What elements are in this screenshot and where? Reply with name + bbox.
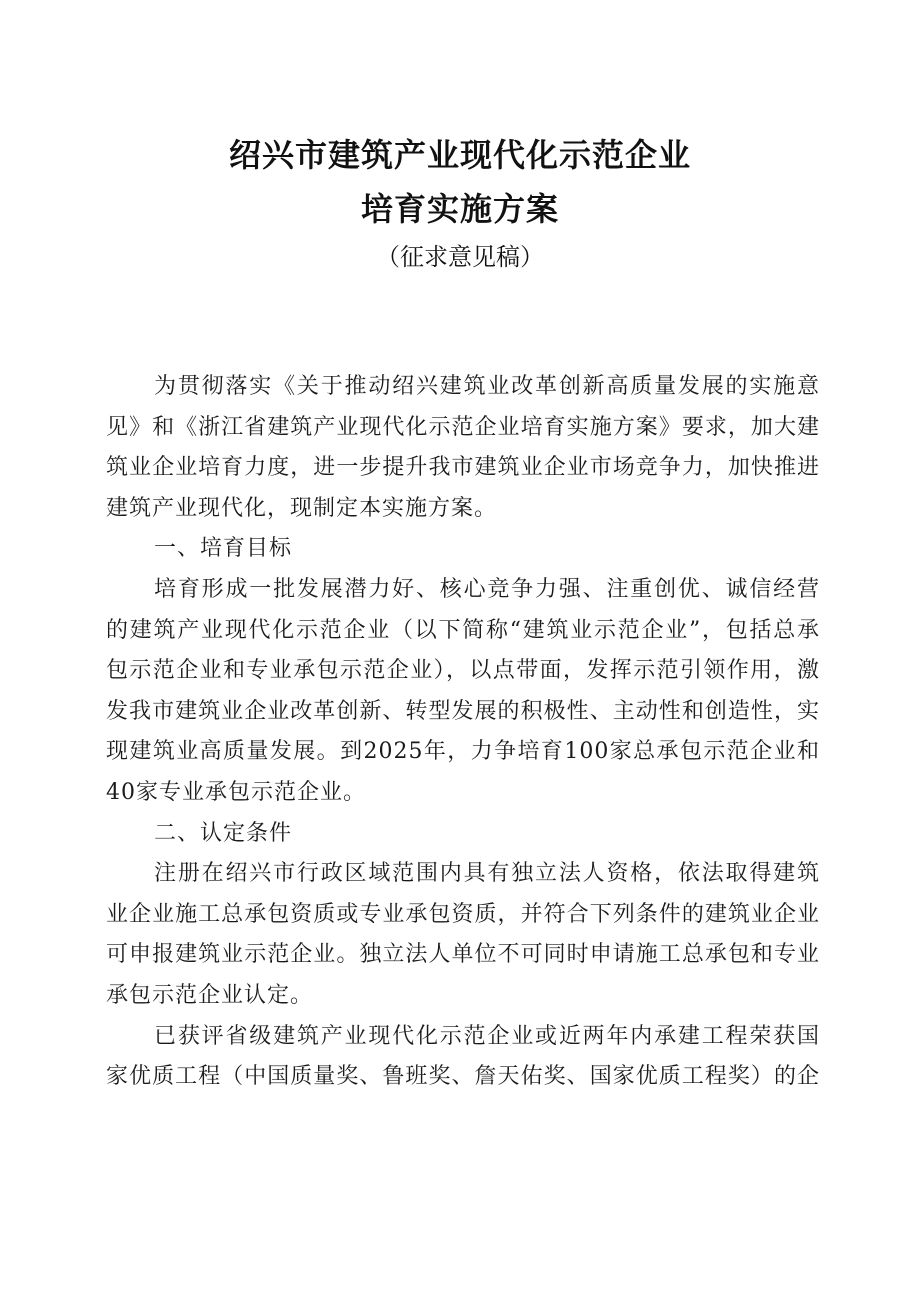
document-body bbox=[106, 367, 820, 1098]
document-title-line-1: 绍兴市建筑产业现代化示范企业 bbox=[228, 136, 691, 174]
conditions-paragraph-2: 已获评省级建筑产业现代化示范企业或近两年内承建工程荣获国家优质工程（中国质量奖、鲁班奖、詹天佑奖、国家优质工程奖）的企 bbox=[106, 1023, 820, 1090]
document-subtitle: （征求意见稿） bbox=[376, 243, 544, 271]
section-heading-conditions: 二、认定条件 bbox=[154, 820, 293, 846]
intro-paragraph: 为贯彻落实《关于推动绍兴建筑业改革创新高质量发展的实施意见》和《浙江省建筑产业现代化示范企业培育实施方案》要求，加大建筑业企业培育力度，进一步提升我市建筑业企业市场竞争力，加快推进建筑产业现代化，现制定本实施方案。 bbox=[106, 374, 820, 521]
section-heading-goals: 一、培育目标 bbox=[154, 536, 293, 562]
conditions-paragraph: 注册在绍兴市行政区域范围内具有独立法人资格，依法取得建筑业企业施工总承包资质或专业承包资质，并符合下列条件的建筑业企业可申报建筑业示范企业。独立法人单位不可同时申请施工总承包和专业承包示范企业认定。 bbox=[106, 861, 820, 1008]
document-title-line-2: 培育实施方案 bbox=[360, 190, 559, 228]
goals-paragraph: 培育形成一批发展潜力好、核心竞争力强、注重创优、诚信经营的建筑产业现代化示范企业（以下简称“建筑业示范企业”，包括总承包示范企业和专业承包示范企业），以点带面，发挥示范引领作用，激发我市建筑业企业改革创新、转型发展的积极性、主动性和创造性，实现建筑业高质量发展。到2025年，力争培育100家总承包示范企业和40家专业承包示范企业。 bbox=[106, 576, 820, 805]
